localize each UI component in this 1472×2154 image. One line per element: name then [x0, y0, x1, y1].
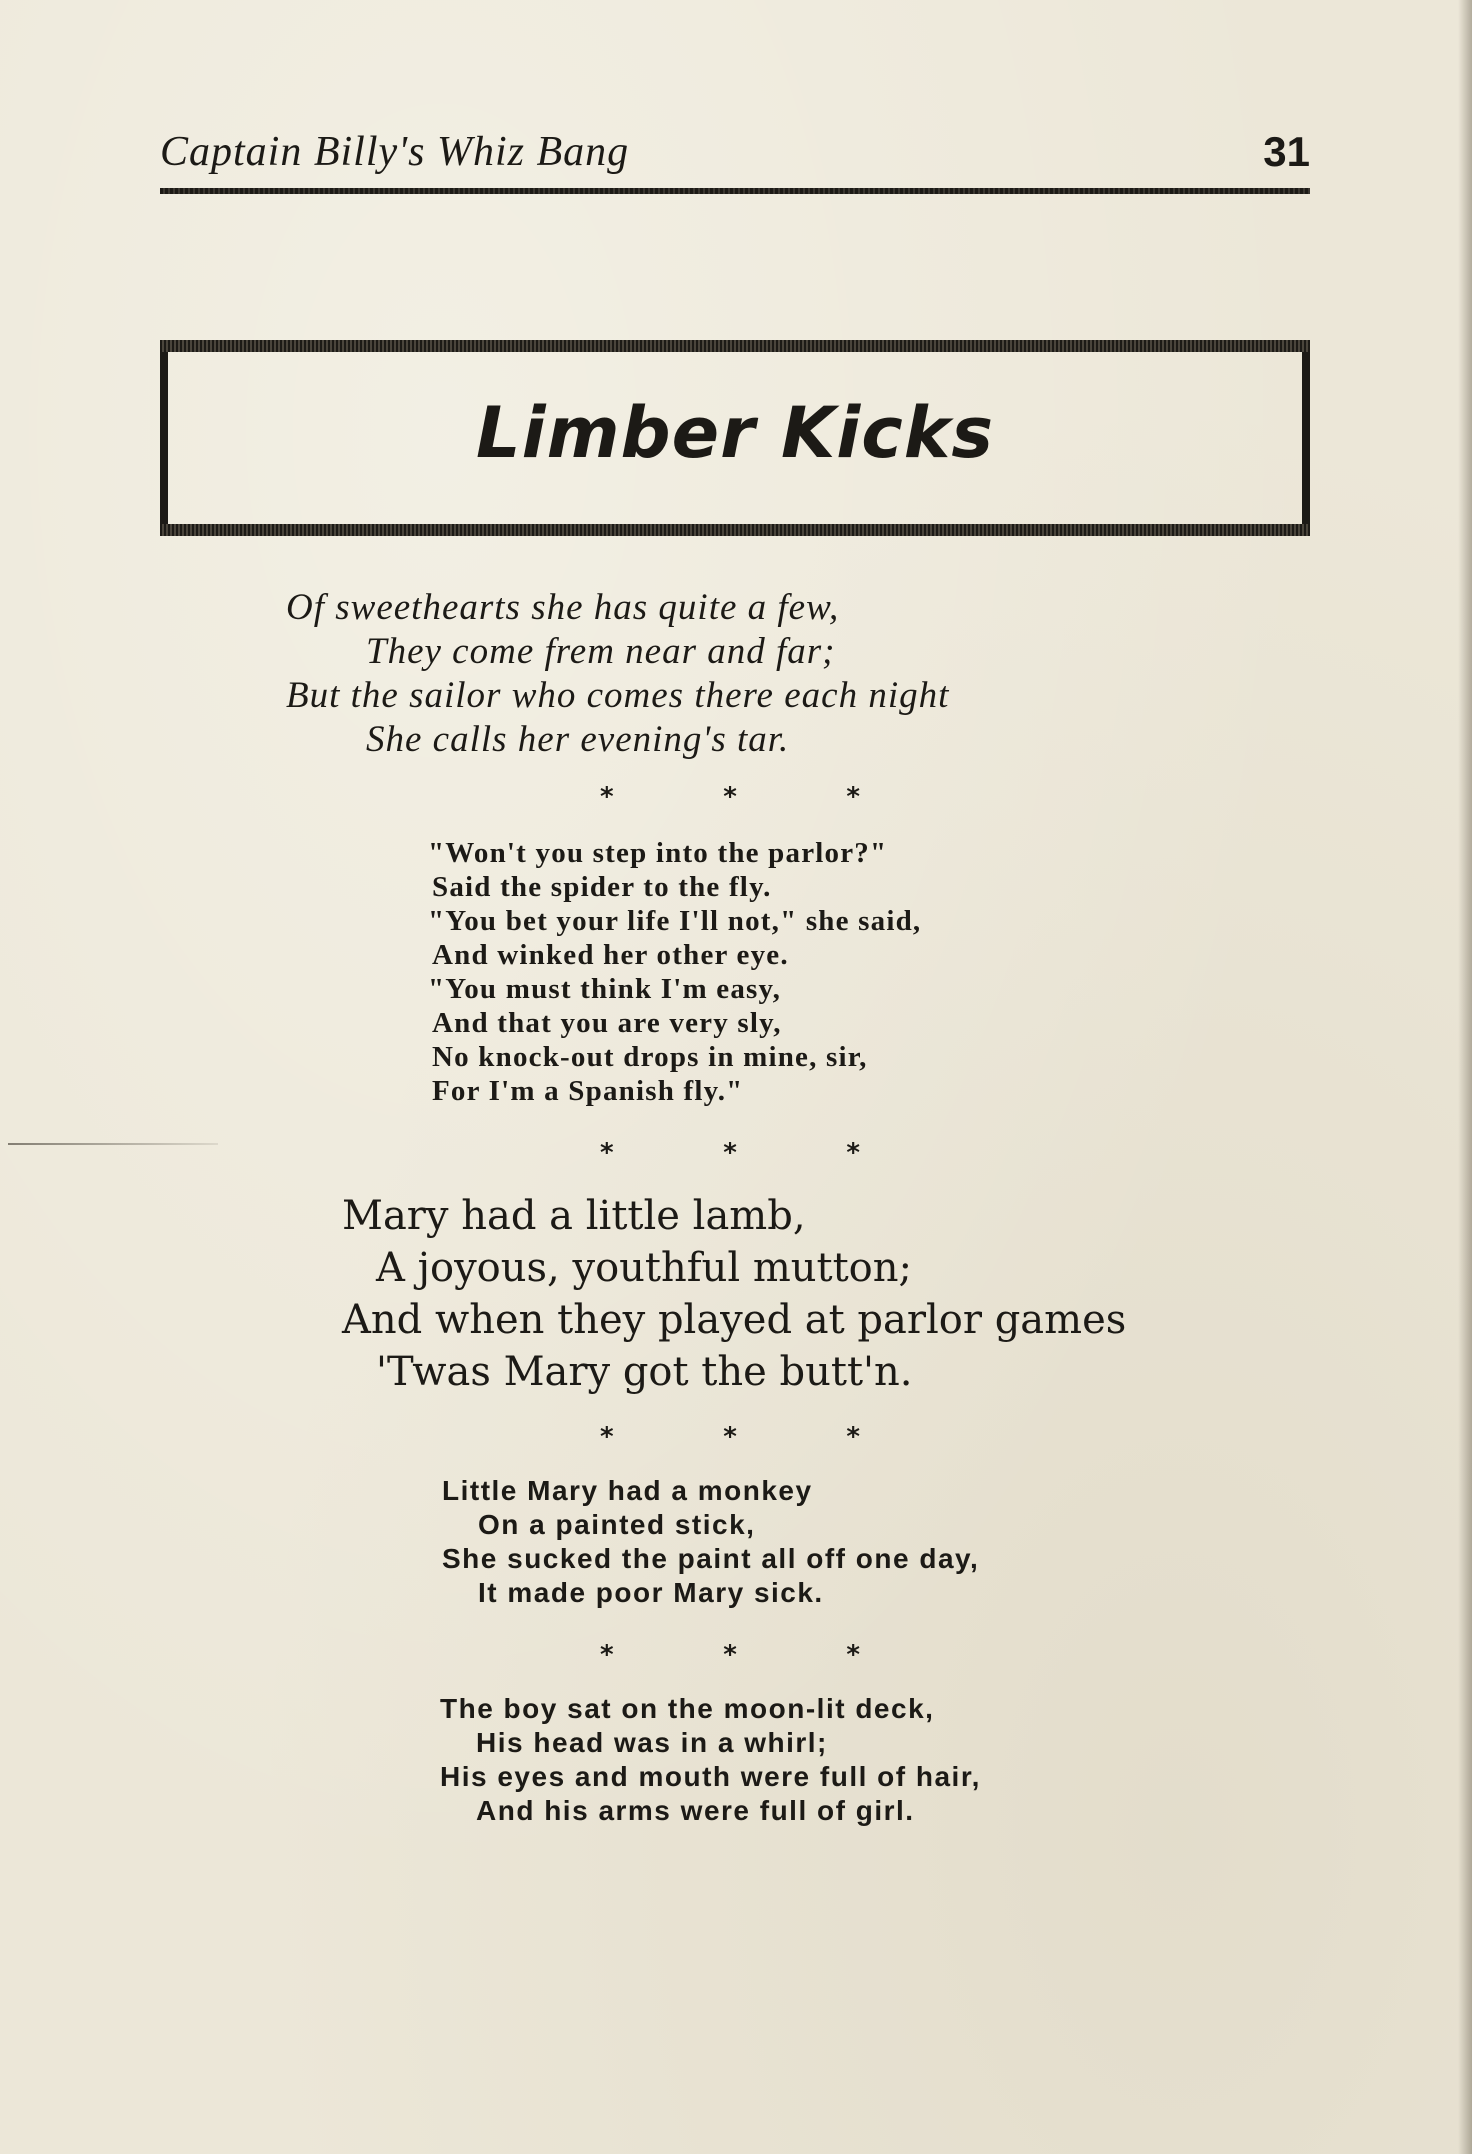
asterisk: * [846, 782, 860, 812]
asterisk: * [723, 1422, 737, 1452]
poem-line: A joyous, youthful mutton; [376, 1245, 912, 1291]
section-separator [600, 1138, 860, 1168]
asterisk: * [846, 1422, 860, 1452]
asterisk: * [846, 1640, 860, 1670]
poem-line: And when they played at parlor games [342, 1297, 1127, 1343]
paper-crease [8, 1143, 218, 1145]
asterisk: * [846, 1138, 860, 1168]
asterisk: * [723, 1138, 737, 1168]
asterisk: * [600, 1422, 614, 1452]
asterisk: * [600, 1640, 614, 1670]
poem-line: For I'm a Spanish fly." [432, 1075, 744, 1107]
page-edge-shadow [1458, 0, 1472, 2154]
poem-line: But the sailor who comes there each night [286, 675, 950, 716]
poem-line: 'Twas Mary got the butt'n. [376, 1349, 913, 1395]
section-separator [600, 782, 860, 812]
poem-line: Of sweethearts she has quite a few, [286, 587, 840, 628]
title-box [160, 340, 1310, 536]
poem-sweethearts [286, 586, 949, 762]
asterisk: * [600, 1138, 614, 1168]
poem-line: It made poor Mary sick. [478, 1577, 824, 1608]
page-number: 31 [1263, 128, 1310, 175]
poem-line: His head was in a whirl; [476, 1727, 828, 1758]
poem-line: Little Mary had a monkey [442, 1475, 813, 1506]
poem-mary-lamb [342, 1190, 1126, 1398]
poem-line: "You bet your life I'll not," she said, [428, 905, 922, 937]
poem-line: On a painted stick, [478, 1509, 756, 1540]
poem-line: She calls her evening's tar. [366, 719, 790, 760]
running-title: Captain Billy's Whiz Bang [160, 129, 630, 175]
running-header [160, 128, 1310, 184]
poem-line: Mary had a little lamb, [342, 1193, 806, 1239]
asterisk: * [723, 1640, 737, 1670]
asterisk: * [723, 782, 737, 812]
poem-line: Said the spider to the fly. [432, 871, 772, 903]
poem-line: His eyes and mouth were full of hair, [440, 1761, 981, 1792]
poem-mary-monkey [442, 1474, 979, 1610]
article-title: Limber Kicks [476, 392, 994, 474]
poem-boy-deck [440, 1692, 981, 1828]
section-separator [600, 1422, 860, 1452]
poem-line: And winked her other eye. [432, 939, 789, 971]
asterisk: * [600, 782, 614, 812]
poem-line: "Won't you step into the parlor?" [428, 837, 888, 869]
section-separator [600, 1640, 860, 1670]
header-rule [160, 188, 1310, 194]
poem-line: And his arms were full of girl. [476, 1795, 915, 1826]
poem-line: And that you are very sly, [432, 1007, 782, 1039]
poem-line: "You must think I'm easy, [428, 973, 782, 1005]
poem-line: They come frem near and far; [366, 631, 836, 672]
poem-spider [428, 836, 921, 1108]
poem-line: She sucked the paint all off one day, [442, 1543, 980, 1574]
poem-line: No knock-out drops in mine, sir, [432, 1041, 868, 1073]
poem-line: The boy sat on the moon-lit deck, [440, 1693, 935, 1724]
